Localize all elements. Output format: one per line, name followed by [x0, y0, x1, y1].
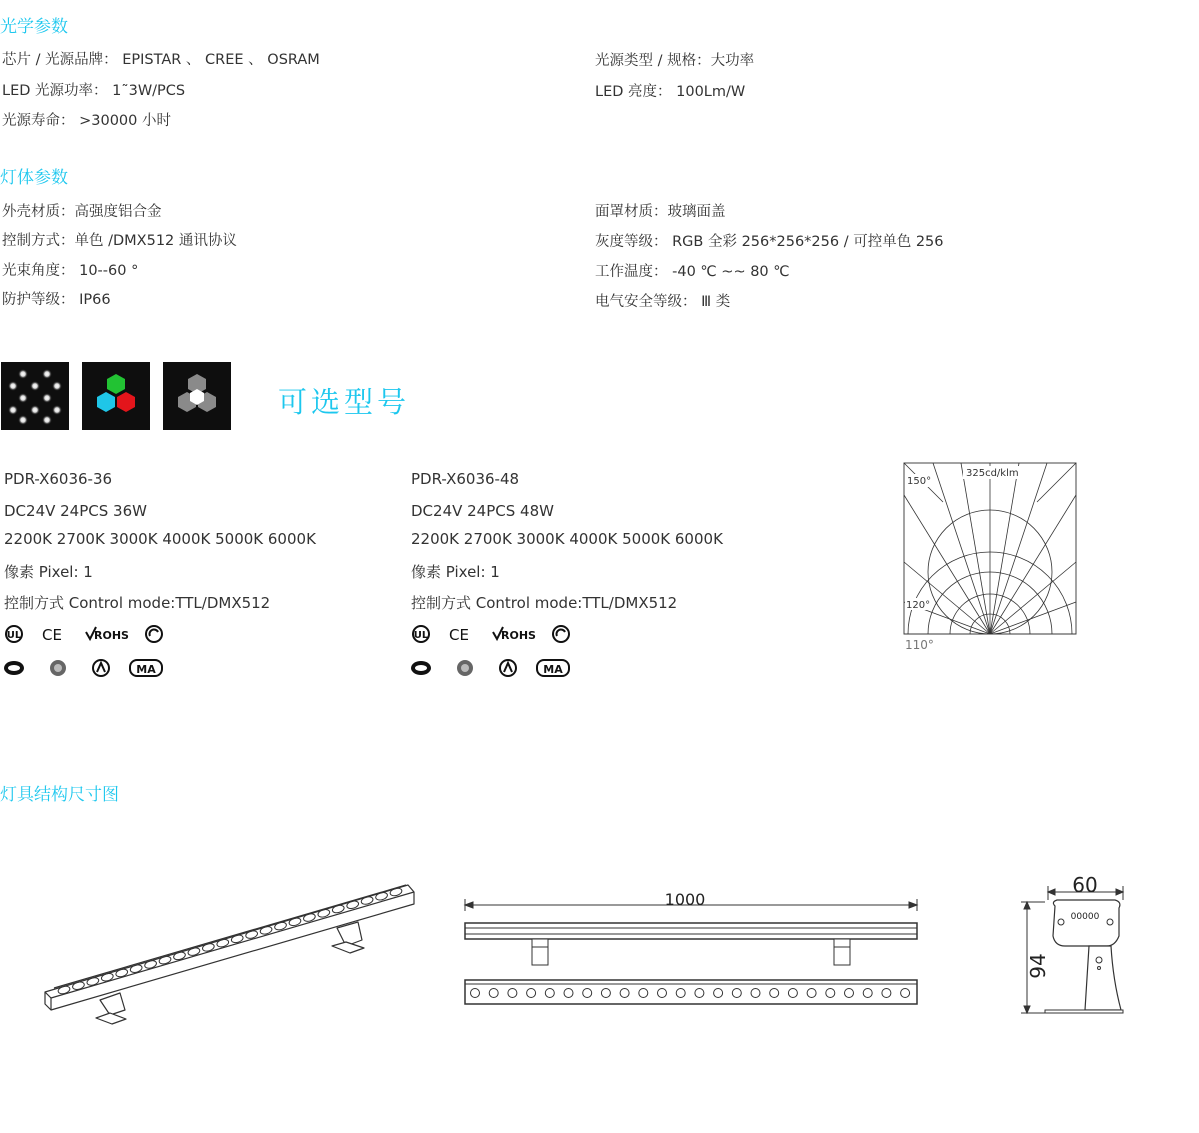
model-1-power: DC24V 24PCS 36W [4, 502, 147, 520]
side-dots: 00000 [1070, 912, 1100, 922]
ma-logo-icon [537, 660, 569, 676]
body-params-title: 灯体参数 [0, 168, 68, 188]
ma-logo-icon [130, 660, 162, 676]
isometric-drawing [40, 880, 420, 1025]
rgb-hexagons-icon [82, 362, 150, 430]
rohs-logo-icon [86, 627, 129, 642]
led-dot [770, 989, 779, 998]
model-1-name: PDR-X6036-36 [4, 470, 113, 488]
rohs-logo-text: ROHS [94, 629, 129, 642]
led-dot [545, 989, 554, 998]
led-dot [601, 989, 610, 998]
ccc-logo-icon [93, 660, 109, 676]
length-dimension: 1000 [664, 890, 706, 909]
model-1-pixel: 像素 Pixel: 1 [4, 563, 93, 581]
spec-grayscale: 灰度等级： RGB 全彩 256*256*256 / 可控单色 256 [595, 234, 944, 250]
cert-logos-1 [4, 624, 174, 680]
model-2-control: 控制方式 Control mode:TTL/DMX512 [411, 594, 678, 612]
ccc-logo-icon [500, 660, 516, 676]
cqc-logo-icon [457, 660, 473, 676]
led-dot [508, 989, 517, 998]
spec-control: 控制方式：单色 /DMX512 通讯协议 [2, 233, 237, 249]
led-dot [658, 989, 667, 998]
led-dot [695, 989, 704, 998]
spec-housing: 外壳材质：高强度铝合金 [2, 204, 162, 220]
led-dot [620, 989, 629, 998]
led-dot [807, 989, 816, 998]
model-2-name: PDR-X6036-48 [411, 470, 520, 488]
led-dot [527, 989, 536, 998]
optics-title: 光学参数 [0, 17, 68, 37]
led-dot [845, 989, 854, 998]
model-1-control: 控制方式 Control mode:TTL/DMX512 [4, 594, 271, 612]
globe-logo-icon [411, 661, 431, 675]
thumb-white-leds [1, 362, 69, 430]
spec-light-type: 光源类型 / 规格：大功率 [595, 53, 755, 69]
thumb-rgb [82, 362, 150, 430]
white-leds-icon [1, 362, 69, 430]
polar-angle-150: 150° [907, 476, 932, 487]
ul-logo-text: UL [6, 630, 22, 641]
polar-unit: 325cd/klm [966, 468, 1019, 479]
led-dot [564, 989, 573, 998]
optional-models-title: 可选型号 [278, 385, 411, 419]
led-dot [714, 989, 723, 998]
ma-logo-text: MA [543, 663, 563, 676]
led-dot [901, 989, 910, 998]
structure-title: 灯具结构尺寸图 [0, 785, 119, 805]
led-dot [882, 989, 891, 998]
spec-chip-brand: 芯片 / 光源品牌： EPISTAR 、 CREE 、 OSRAM [2, 52, 320, 68]
model-2-pixel: 像素 Pixel: 1 [411, 563, 500, 581]
recycle-logo-icon [553, 626, 569, 642]
spec-safety: 电气安全等级： Ⅲ 类 [595, 294, 731, 310]
led-dot [676, 989, 685, 998]
model-1-cct: 2200K 2700K 3000K 4000K 5000K 6000K [4, 530, 316, 548]
rohs-logo-icon [493, 627, 536, 642]
led-dot [471, 989, 480, 998]
ce-logo-icon: CE [42, 626, 62, 644]
spec-led-power: LED 光源功率： 1˜3W/PCS [2, 83, 186, 99]
spec-temperature: 工作温度： -40 ℃ ~~ 80 ℃ [595, 264, 790, 280]
globe-logo-icon [4, 661, 24, 675]
white-hexagons-icon [163, 362, 231, 430]
spec-cover: 面罩材质：玻璃面盖 [595, 204, 726, 220]
ma-logo-text: MA [136, 663, 156, 676]
ce-logo-icon: CE [449, 626, 469, 644]
led-dot [583, 989, 592, 998]
polar-angle-120: 120° [906, 600, 931, 611]
spec-ip: 防护等级： IP66 [2, 292, 111, 308]
cert-logos-2 [411, 624, 581, 680]
led-dot [751, 989, 760, 998]
spec-beam-angle: 光束角度： 10--60 ° [2, 263, 139, 279]
model-2-power: DC24V 24PCS 48W [411, 502, 554, 520]
recycle-logo-icon [146, 626, 162, 642]
spec-luminance: LED 亮度： 100Lm/W [595, 84, 746, 100]
polar-angle-110: 110° [905, 638, 934, 652]
led-dot [863, 989, 872, 998]
led-dot [788, 989, 797, 998]
thumb-white-rgb [163, 362, 231, 430]
ul-logo-icon [413, 626, 429, 642]
led-dot [732, 989, 741, 998]
height-dimension: 94 [1026, 953, 1050, 979]
led-dot [639, 989, 648, 998]
spec-lifetime: 光源寿命： >30000 小时 [2, 113, 171, 129]
width-dimension: 60 [1072, 873, 1098, 897]
led-dot [489, 989, 498, 998]
led-dot [826, 989, 835, 998]
cqc-logo-icon [50, 660, 66, 676]
side-view-drawing [1015, 870, 1135, 1020]
ul-logo-icon [6, 626, 22, 642]
front-view-drawing [460, 885, 922, 1010]
model-2-cct: 2200K 2700K 3000K 4000K 5000K 6000K [411, 530, 723, 548]
rohs-logo-text: ROHS [501, 629, 536, 642]
polar-diagram [903, 462, 1079, 656]
ul-logo-text: UL [413, 630, 429, 641]
